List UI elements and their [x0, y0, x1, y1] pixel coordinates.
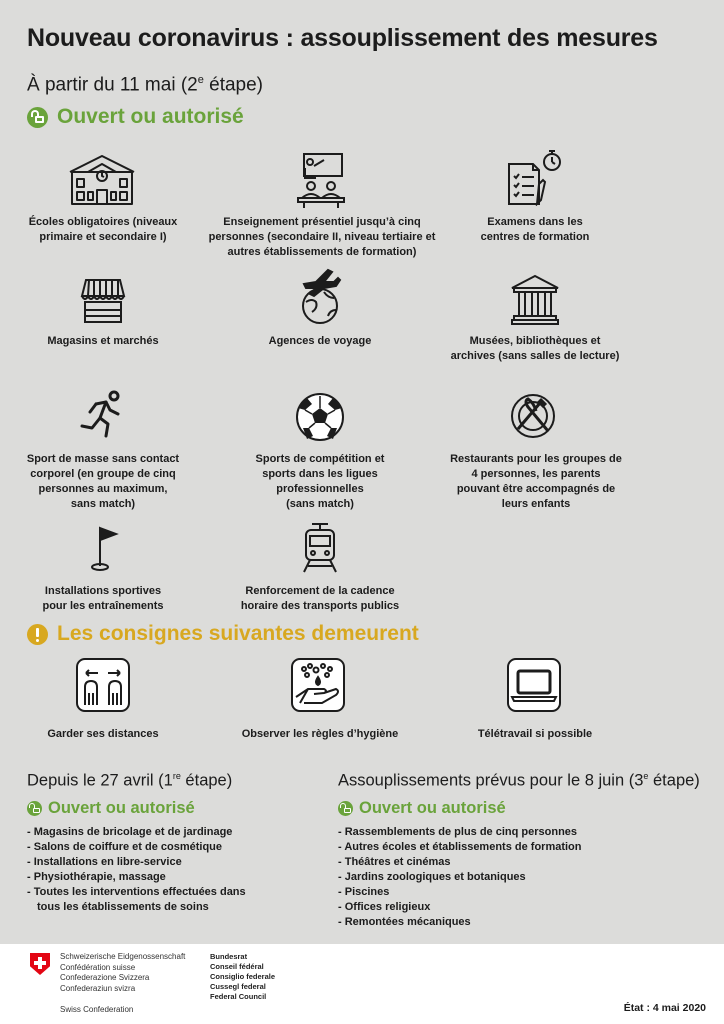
- lock-open-icon: [27, 801, 42, 816]
- item-label-museums: Musées, bibliothèques et archives (sans salles de lecture): [450, 335, 620, 362]
- step1-heading-tail: étape): [180, 771, 233, 790]
- rules-heading-label: Les consignes suivantes demeurent: [57, 622, 419, 645]
- exclamation-icon: [27, 624, 48, 645]
- step1-item: - Physiothérapie, massage: [27, 870, 267, 885]
- item-label-sports-facilities: Installations sportives pour les entraînements: [42, 585, 164, 612]
- open-heading: [27, 105, 244, 129]
- federal-council-names: [210, 952, 275, 1002]
- soccer-ball-icon: [295, 392, 345, 442]
- step1-heading: [27, 771, 232, 791]
- footer-line: Federal Council: [210, 992, 267, 1001]
- step1-item: - Salons de coiffure et de cosmétique: [27, 840, 267, 855]
- step3-item: - Jardins zoologiques et botaniques: [338, 870, 618, 885]
- footer-line: Confédération suisse: [60, 962, 136, 972]
- footer-line: Confederaziun svizra: [60, 983, 136, 993]
- step2-heading: [27, 74, 263, 96]
- step2-heading-sup: e: [197, 74, 204, 86]
- item-label-schools: Écoles obligatoires (niveaux primaire et secondaire I): [28, 216, 178, 243]
- footer-line: Conseil fédéral: [210, 962, 264, 971]
- restaurant-icon: [510, 393, 556, 439]
- step3-item: - Autres écoles et établissements de formation: [338, 840, 618, 855]
- step1-heading-main: Depuis le 27 avril (1: [27, 771, 173, 790]
- lock-open-icon: [27, 107, 48, 128]
- step3-open-heading: [338, 799, 506, 818]
- step3-heading: [338, 771, 700, 791]
- train-icon: [302, 522, 338, 574]
- step3-heading-tail: étape): [648, 771, 700, 790]
- step3-item: - Théâtres et cinémas: [338, 855, 618, 870]
- runner-icon: [80, 390, 128, 440]
- item-label-shops: Magasins et marchés: [47, 335, 159, 347]
- step1-list: [27, 825, 267, 915]
- footer-line: Bundesrat: [210, 952, 248, 961]
- rule-label-distance: Garder ses distances: [47, 728, 159, 740]
- step3-item: - Rassemblements de plus de cinq personnes: [338, 825, 618, 840]
- item-label-restaurants: Restaurants pour les groupes de 4 personnes, les parents pouvant être accompagnés de leurs enfants: [450, 453, 622, 510]
- state-date: État : 4 mai 2020: [623, 1002, 706, 1014]
- rules-heading: [27, 622, 419, 646]
- item-label-mass-sport: Sport de masse sans contact corporel (en groupe de cinq personnes au maximum, sans match): [26, 453, 180, 510]
- footer-line: Consiglio federale: [210, 972, 276, 981]
- shop-icon: [80, 278, 126, 324]
- item-label-public-transport: Renforcement de la cadence horaire des transports publics: [240, 585, 400, 612]
- step3-list: [338, 825, 618, 930]
- swiss-cross-icon: [30, 953, 50, 975]
- rule-label-hygiene: Observer les règles d’hygiène: [241, 728, 399, 740]
- rule-label-telework: Télétravail si possible: [477, 728, 593, 740]
- step1-item: - Toutes les interventions effectuées dans tous les établissements de soins: [27, 885, 267, 915]
- confederation-names: [60, 952, 185, 994]
- step3-item: - Offices religieux: [338, 900, 618, 915]
- step3-item: - Piscines: [338, 885, 618, 900]
- step1-heading-sup: re: [172, 771, 181, 781]
- step2-heading-main: À partir du 11 mai (2: [27, 74, 198, 96]
- step1-item: - Installations en libre-service: [27, 855, 267, 870]
- item-label-travel: Agences de voyage: [268, 335, 372, 347]
- step2-heading-tail: étape): [203, 74, 264, 96]
- item-label-exams: Examens dans les centres de formation: [480, 216, 590, 243]
- travel-icon: [298, 268, 342, 326]
- item-label-classroom: Enseignement présentiel jusqu’à cinq personnes (secondaire II, niveau tertiaire et autres établissements de formation): [208, 216, 436, 258]
- school-icon: [68, 152, 136, 206]
- classroom-icon: [296, 152, 346, 208]
- golf-flag-icon: [90, 526, 120, 572]
- step3-heading-sup: e: [643, 771, 649, 781]
- footer-line: Schweizerische Eidgenossenschaft: [60, 952, 186, 961]
- laptop-icon: [506, 657, 562, 713]
- step3-open-label: Ouvert ou autorisé: [359, 799, 506, 817]
- item-label-competition: Sports de compétition et sports dans les ligues professionnelles (sans match): [255, 453, 385, 510]
- lock-open-icon: [338, 801, 353, 816]
- footer-line: Cussegl federal: [210, 982, 266, 991]
- step3-heading-main: Assouplissements prévus pour le 8 juin (3: [338, 771, 644, 790]
- footer: [0, 944, 724, 1024]
- step3-item: - Remontées mécaniques: [338, 915, 618, 930]
- exam-icon: [505, 150, 565, 206]
- swiss-confederation: Swiss Confederation: [60, 1005, 134, 1014]
- step1-open-label: Ouvert ou autorisé: [48, 799, 195, 817]
- hygiene-icon: [290, 657, 346, 713]
- open-heading-label: Ouvert ou autorisé: [57, 105, 244, 128]
- step1-open-heading: [27, 799, 195, 818]
- page-title: Nouveau coronavirus : assouplissement des mesures: [27, 24, 658, 52]
- footer-line: Confederazione Svizzera: [60, 973, 150, 982]
- step1-item: - Magasins de bricolage et de jardinage: [27, 825, 267, 840]
- distance-icon: [75, 657, 131, 713]
- museum-icon: [510, 274, 560, 326]
